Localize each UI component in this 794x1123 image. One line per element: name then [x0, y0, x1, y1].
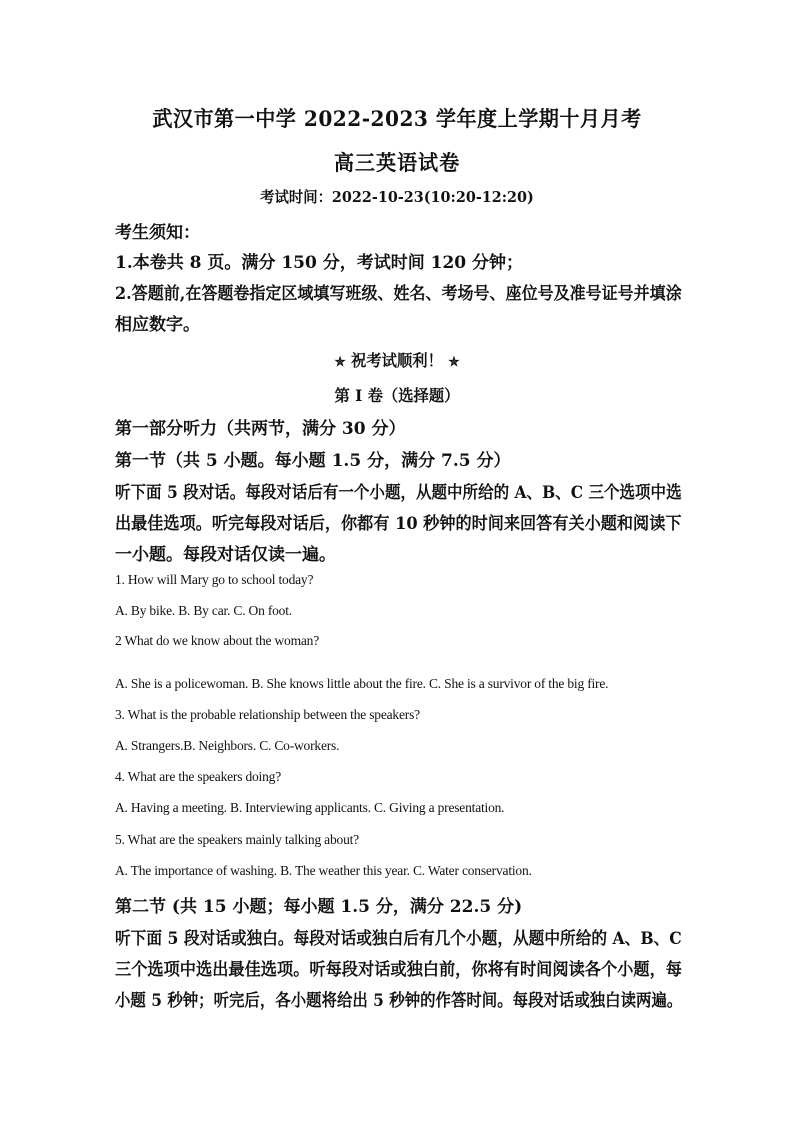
- section1-heading: 第一节（共 5 小题。每小题 1.5 分，满分 7.5 分）: [115, 451, 511, 471]
- question-4: 4. What are the speakers doing?: [115, 769, 281, 784]
- star-icon: ✮: [334, 355, 346, 370]
- notice-item-2-line-1: 2.答题前,在答题卷指定区域填写班级、姓名、考场号、座位号及准号证号并填涂: [115, 284, 682, 304]
- question-5: 5. What are the speakers mainly talking about?: [115, 832, 359, 847]
- section2-instruction-line-2: 三个选项中选出最佳选项。听每段对话或独白前，你将有时间阅读各个小题，每: [115, 960, 682, 980]
- question-1: 1. How will Mary go to school today?: [115, 572, 314, 587]
- section1-instruction-line-3: 一小题。每段对话仅读一遍。: [115, 545, 336, 565]
- part1-heading: 第一部分听力（共两节，满分 30 分）: [115, 419, 406, 439]
- wish-line: [17, 348, 777, 371]
- question-3-options: A. Strangers.B. Neighbors. C. Co-workers.: [115, 738, 340, 753]
- exam-title: 武汉市第一中学 2022-2023 学年度上学期十月月考: [152, 106, 642, 131]
- section1-instruction-line-1: 听下面 5 段对话。每段对话后有一个小题，从题中所给的 A、B、C 三个选项中选: [115, 483, 682, 503]
- section2-instruction-line-3: 小题 5 秒钟；听完后，各小题将给出 5 秒钟的作答时间。每段对话或独白读两遍。: [115, 991, 683, 1011]
- exam-subtitle: 高三英语试卷: [333, 150, 461, 175]
- notice-item-1: 1.本卷共 8 页。满分 150 分，考试时间 120 分钟；: [115, 253, 524, 273]
- star-icon: ✮: [448, 355, 460, 370]
- volume-title: 第 I 卷（选择题）: [334, 386, 460, 405]
- question-2-options: A. She is a policewoman. B. She knows little about the fire. C. She is a survivor of the big fire.: [115, 676, 609, 691]
- question-1-options: A. By bike. B. By car. C. On foot.: [115, 603, 292, 618]
- wish-text: 祝考试顺利！: [351, 351, 443, 370]
- question-3: 3. What is the probable relationship between the speakers?: [115, 707, 420, 722]
- notice-heading: 考生须知：: [115, 223, 200, 243]
- question-2: 2 What do we know about the woman?: [115, 633, 320, 648]
- exam-time: 考试时间：2022-10-23(10:20-12:20): [260, 188, 534, 206]
- section2-instruction-line-1: 听下面 5 段对话或独白。每段对话或独白后有几个小题，从题中所给的 A、B、C: [115, 929, 682, 949]
- notice-item-2-line-2: 相应数字。: [115, 315, 200, 335]
- question-4-options: A. Having a meeting. B. Interviewing applicants. C. Giving a presentation.: [115, 800, 505, 815]
- question-5-options: A. The importance of washing. B. The weather this year. C. Water conservation.: [115, 863, 532, 878]
- section2-heading: 第二节 (共 15 小题；每小题 1.5 分，满分 22.5 分): [115, 897, 523, 917]
- section1-instruction-line-2: 出最佳选项。听完每段对话后，你都有 10 秒钟的时间来回答有关小题和阅读下: [115, 514, 682, 534]
